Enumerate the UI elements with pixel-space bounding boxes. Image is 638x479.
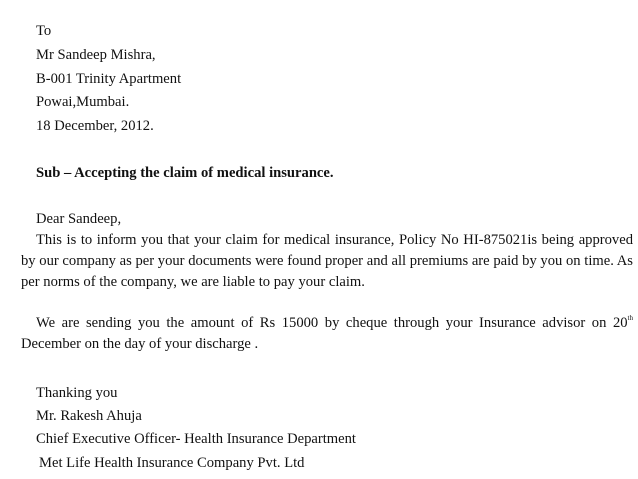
subject-line: Sub – Accepting the claim of medical insurance. xyxy=(36,165,334,181)
company-name: Met Life Health Insurance Company Pvt. Ltd xyxy=(39,455,305,471)
recipient-name: Mr Sandeep Mishra, xyxy=(36,47,156,63)
to-line: To xyxy=(36,23,52,39)
ordinal-suffix: th xyxy=(627,314,633,322)
sender-name: Mr. Rakesh Ahuja xyxy=(36,408,142,424)
paragraph-2-text: We are sending you the amount of Rs 15000 by cheque through your Insurance advisor on 20 xyxy=(36,315,628,331)
paragraph-1-text: This is to inform you that your claim for medical insurance, Policy No HI-875021is being approved by our company as per your documents were found proper and all premiums are paid by you on time. As per norms of the company, we are liable to pay your claim. xyxy=(21,232,633,290)
letter-date: 18 December, 2012. xyxy=(36,118,154,134)
paragraph-2-end: December on the day of your discharge . xyxy=(21,336,259,352)
sender-title: Chief Executive Officer- Health Insurance Department xyxy=(36,431,356,447)
address-line-1: B-001 Trinity Apartment xyxy=(36,71,182,87)
address-line-2: Powai,Mumbai. xyxy=(36,94,130,110)
body-paragraph-1 xyxy=(21,230,633,293)
closing-line: Thanking you xyxy=(36,385,118,401)
body-paragraph-2 xyxy=(21,313,633,355)
salutation: Dear Sandeep, xyxy=(36,211,122,227)
